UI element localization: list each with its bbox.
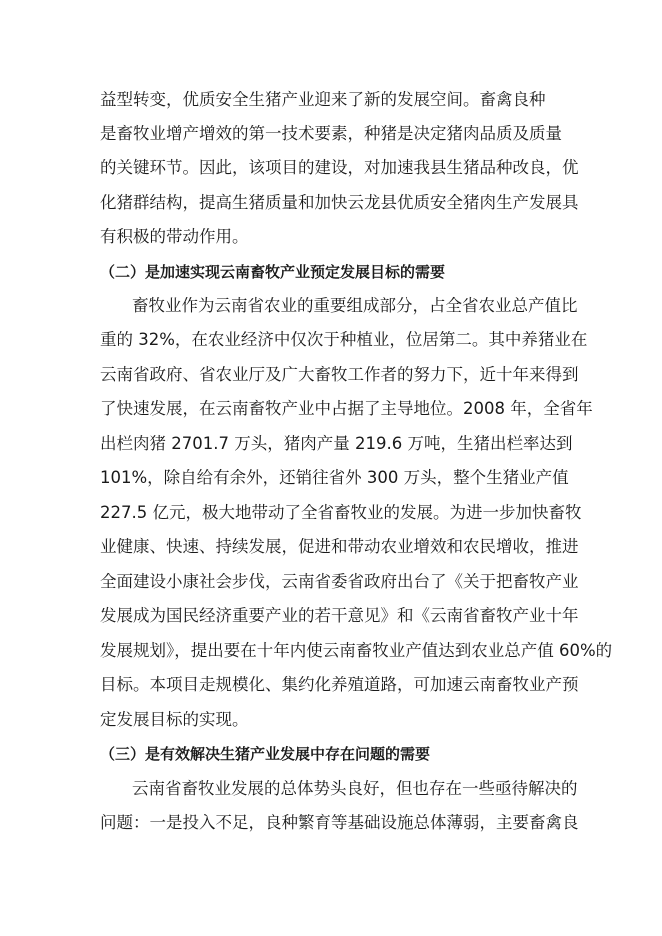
paragraph-line: 化猪群结构，提高生猪质量和加快云龙县优质安全猪肉生产发展具 — [100, 193, 579, 212]
paragraph-line: 的关键环节。因此，该项目的建设，对加速我县生猪品种改良，优 — [100, 158, 579, 177]
paragraph-line: 227.5 亿元，极大地带动了全省畜牧业的发展。为进一步加快畜牧 — [100, 503, 582, 522]
section-heading: （二）是加速实现云南畜牧产业预定发展目标的需要 — [100, 263, 446, 281]
section-heading: （三）是有效解决生猪产业发展中存在问题的需要 — [100, 745, 431, 763]
paragraph-line: 目标。本项目走规模化、集约化养殖道路，可加速云南畜牧业产预 — [100, 675, 579, 694]
paragraph-line: 发展规划》，提出要在十年内使云南畜牧业产值达到农业总产值 60%的 — [100, 641, 613, 660]
paragraph-line: 业健康、快速、持续发展，促进和带动农业增效和农民增收，推进 — [100, 537, 579, 556]
paragraph-line: 问题：一是投入不足，良种繁育等基础设施总体薄弱，主要畜禽良 — [100, 813, 579, 832]
paragraph-line: 畜牧业作为云南省农业的重要组成部分，占全省农业总产值比 — [132, 296, 578, 315]
paragraph-line: 全面建设小康社会步伐，云南省委省政府出台了《关于把畜牧产业 — [100, 572, 579, 591]
paragraph-line: 重的 32%，在农业经济中仅次于种植业，位居第二。其中养猪业在 — [100, 330, 588, 349]
paragraph-line: 是畜牧业增产增效的第一技术要素，种猪是决定猪肉品质及质量 — [100, 124, 562, 143]
paragraph-line: 了快速发展，在云南畜牧产业中占据了主导地位。2008 年，全省年 — [100, 399, 593, 418]
paragraph-line: 云南省政府、省农业厅及广大畜牧工作者的努力下，近十年来得到 — [100, 365, 579, 384]
paragraph-line: 出栏肉猪 2701.7 万头，猪肉产量 219.6 万吨，生猪出栏率达到 — [100, 434, 573, 453]
paragraph-line: 有积极的带动作用。 — [100, 227, 249, 246]
paragraph-line: 云南省畜牧业发展的总体势头良好，但也存在一些亟待解决的 — [132, 779, 578, 798]
paragraph-line: 定发展目标的实现。 — [100, 710, 249, 729]
paragraph-line: 益型转变，优质安全生猪产业迎来了新的发展空间。畜禽良种 — [100, 90, 546, 109]
paragraph-line: 101%，除自给有余外，还销往省外 300 万头，整个生猪业产值 — [100, 468, 569, 487]
paragraph-line: 发展成为国民经济重要产业的若干意见》和《云南省畜牧产业十年 — [100, 606, 579, 625]
